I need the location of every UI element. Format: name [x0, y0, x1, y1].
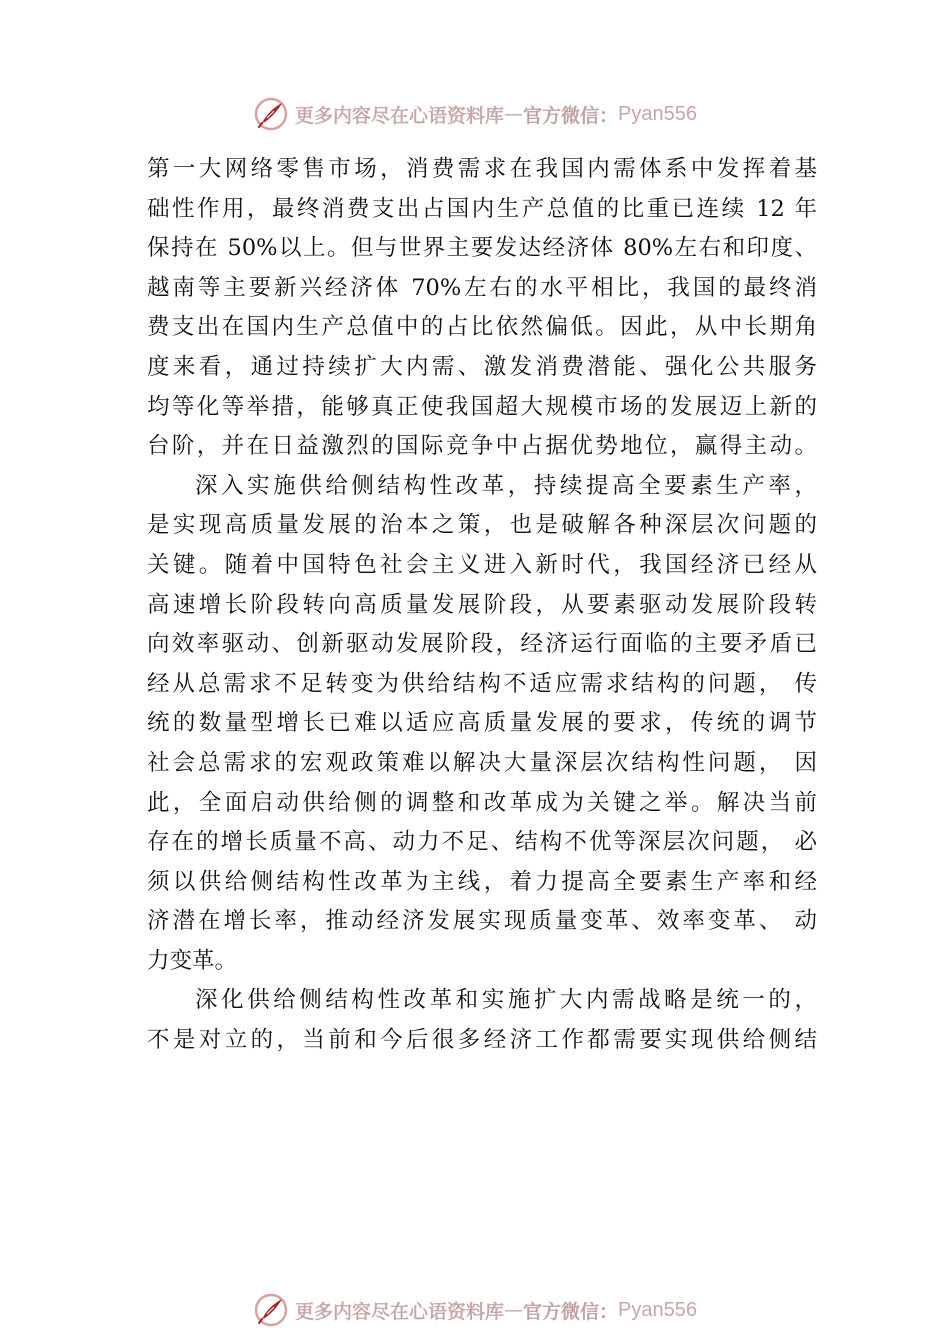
body-line: 第一大网络零售市场，消费需求在我国内需体系中发挥着基 [147, 156, 817, 182]
body-line: 关键。随着中国特色社会主义进入新时代，我国经济已经从 [147, 551, 817, 578]
quill-pen-logo-icon [253, 96, 289, 132]
body-line: 此，全面启动供给侧的调整和改革成为关键之举。解决当前 [147, 789, 817, 816]
body-line: 向效率驱动、创新驱动发展阶段，经济运行面临的主要矛盾已 [147, 631, 817, 658]
body-line: 高速增长阶段转向高质量发展阶段，从要素驱动发展阶段转 [147, 591, 817, 618]
quill-pen-logo-icon [253, 1292, 289, 1328]
header-banner [0, 92, 950, 136]
header-slogan: 更多内容尽在心语资料库 [295, 104, 505, 127]
body-line: 础性作用，最终消费支出占国内生产总值的比重已连续 12 年 [147, 195, 817, 222]
body-line: 力变革。 [147, 947, 238, 974]
body-line: 济潜在增长率，推动经济发展实现质量变革、效率变革、 动 [147, 908, 817, 935]
body-line: 须以供给侧结构性改革为主线，着力提高全要素生产率和经 [147, 868, 817, 895]
header-wechat-id: Pyan556 [618, 102, 697, 125]
footer-wechat-label: 官方微信： [523, 1300, 619, 1323]
footer-slogan: 更多内容尽在心语资料库 [295, 1300, 505, 1323]
body-line: 费支出在国内生产总值中的占比依然偏低。因此，从中长期角 [147, 314, 817, 341]
body-line: 经从总需求不足转变为供给结构不适应需求结构的问题， 传 [147, 670, 817, 697]
body-line: 保持在 50%以上。但与世界主要发达经济体 80%左右和印度、 [147, 235, 817, 262]
body-line: 均等化等举措，能够真正使我国超大规模市场的发展迈上新的 [147, 393, 817, 420]
body-line: 越南等主要新兴经济体 70%左右的水平相比，我国的最终消 [147, 274, 817, 301]
body-line: 深入实施供给侧结构性改革，持续提高全要素生产率， [195, 472, 817, 499]
header-wechat-label: 官方微信： [523, 104, 619, 127]
footer-dash: — [504, 1299, 524, 1321]
document-body [147, 150, 817, 1061]
footer-banner [0, 1288, 950, 1332]
body-line: 统的数量型增长已难以适应高质量发展的要求，传统的调节 [147, 710, 817, 737]
footer-wechat-id: Pyan556 [618, 1298, 697, 1321]
body-line: 度来看，通过持续扩大内需、激发消费潜能、强化公共服务 [147, 353, 817, 380]
body-line: 社会总需求的宏观政策难以解决大量深层次结构性问题， 因 [147, 749, 817, 776]
body-line: 是实现高质量发展的治本之策，也是破解各种深层次问题的 [147, 512, 817, 539]
body-line: 深化供给侧结构性改革和实施扩大内需战略是统一的， [195, 987, 817, 1014]
body-line: 不是对立的，当前和今后很多经济工作都需要实现供给侧结 [147, 1027, 817, 1054]
body-line: 台阶，并在日益激烈的国际竞争中占据优势地位，赢得主动。 [147, 433, 817, 460]
body-line: 存在的增长质量不高、动力不足、结构不优等深层次问题， 必 [147, 829, 817, 856]
header-dash: — [504, 103, 524, 125]
